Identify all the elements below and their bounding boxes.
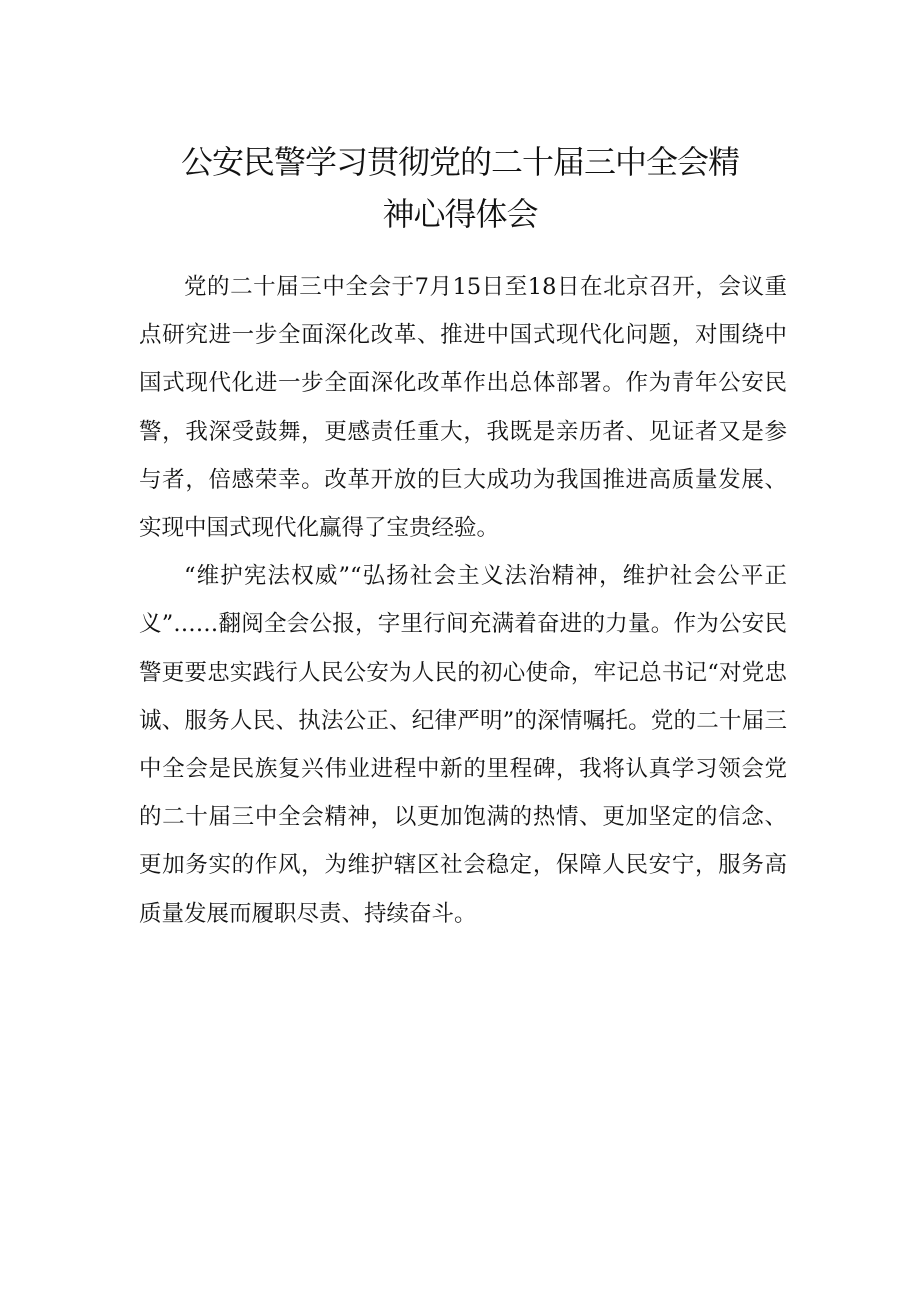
document-body [139, 263, 787, 938]
title-line-1: 公安民警学习贯彻党的二十届三中全会精 [180, 143, 739, 181]
paragraph-1: 党的二十届三中全会于7月15日至18日在北京召开，会议重点研究进一步全面深化改革、推进中国式现代化问题，对围绕中国式现代化进一步全面深化改革作出总体部署。作为青年公安民警，我深受鼓舞，更感责任重大，我既是亲历者、见证者又是参与者，倍感荣幸。改革开放的巨大成功为我国推进高质量发展、实现中国式现代化赢得了宝贵经验。 [139, 274, 787, 542]
paragraph-2: “维护宪法权威”“弘扬社会主义法治精神，维护社会公平正义”……翻阅全会公报，字里行间充满着奋进的力量。作为公安民警更要忠实践行人民公安为人民的初心使命，牢记总书记“对党忠诚、服务人民、执法公正、纪律严明”的深情嘱托。党的二十届三中全会是民族复兴伟业进程中新的里程碑，我将认真学习领会党的二十届三中全会精神，以更加饱满的热情、更加坚定的信念、更加务实的作风，为维护辖区社会稳定，保障人民安宁，服务高质量发展而履职尽责、持续奋斗。 [139, 563, 787, 927]
title-line-2: 神心得体会 [382, 195, 538, 233]
document-title [0, 136, 920, 240]
